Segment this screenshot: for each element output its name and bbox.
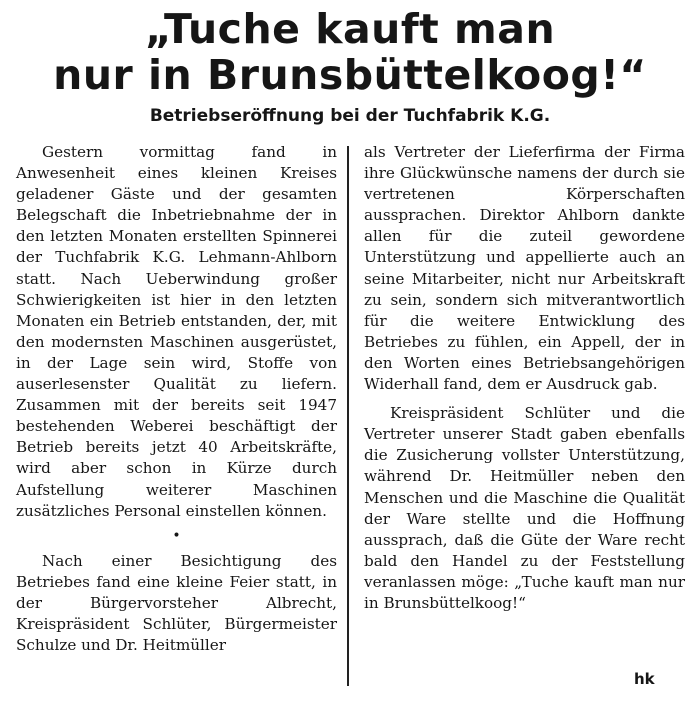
headline-line-1: „Tuche kauft man xyxy=(144,5,556,53)
headline-line-2: nur in Brunsbüttelkoog!“ xyxy=(53,51,647,99)
section-separator-dot: • xyxy=(172,527,181,544)
left-paragraph-2: Nach einer Besichtigung des Betriebes fand eine kleine Feier statt, in der Bürgervorsteher Albrecht, Kreispräsident Schlüter, Bürgermeister Schulze und Dr. Heitmüller xyxy=(16,551,337,655)
subheadline: Betriebseröffnung bei der Tuchfabrik K.G. xyxy=(149,106,551,126)
left-paragraph-1: Gestern vormittag fand in Anwesenheit eines kleinen Kreises geladener Gäste und der gesamten Belegschaft die Inbetriebnahme der in den letzten Monaten erstellten Spinnerei der Tuchfabrik K.G. Lehmann-Ahlborn statt. Nach Ueberwindung großer Schwierigkeiten ist hier in den letzten Monaten ein Betrieb entstanden, der, mit den modernsten Maschinen ausgerüstet, in der Lage sein wird, Stoffe von auserlesenster Qualität zu liefern. Zusammen mit der bereits seit 1947 bestehenden Weberei beschäftigt der Betrieb bereits jetzt 40 Arbeitskräfte, wird aber schon in Kürze durch Aufstellung weiterer Maschinen zusätzliches Personal einstellen können. xyxy=(16,143,337,520)
left-column xyxy=(16,142,337,656)
author-signature: hk xyxy=(634,670,655,688)
right-column xyxy=(364,142,685,614)
paragraph-gap xyxy=(364,395,685,403)
headline xyxy=(0,6,700,98)
right-paragraph-2: Kreispräsident Schlüter und die Vertreter unserer Stadt gaben ebenfalls die Zusicherung vollster Unterstützung, während Dr. Heitmüller neben den Menschen und die Maschine die Qualität der Ware stellte und die Hoffnung aussprach, daß die Güte der Ware recht bald den Handel zu der Feststellung veranlassen möge: „Tuche kauft man nur in Brunsbüttelkoog!“ xyxy=(364,404,685,612)
right-paragraph-1: als Vertreter der Lieferfirma der Firma ihre Glückwünsche namens der durch sie vertretenen Körperschaften aussprachen. Direktor Ahlborn dankte allen für die zuteil gewordene Unterstützung und appellierte auch an seine Mitarbeiter, nicht nur Arbeitskraft zu sein, sondern sich mitverantwortlich für die weitere Entwicklung des Betriebes zu fühlen, ein Appell, der in den Worten eines Betriebsangehörigen Widerhall fand, dem er Ausdruck gab. xyxy=(364,143,685,394)
column-divider xyxy=(347,146,349,686)
